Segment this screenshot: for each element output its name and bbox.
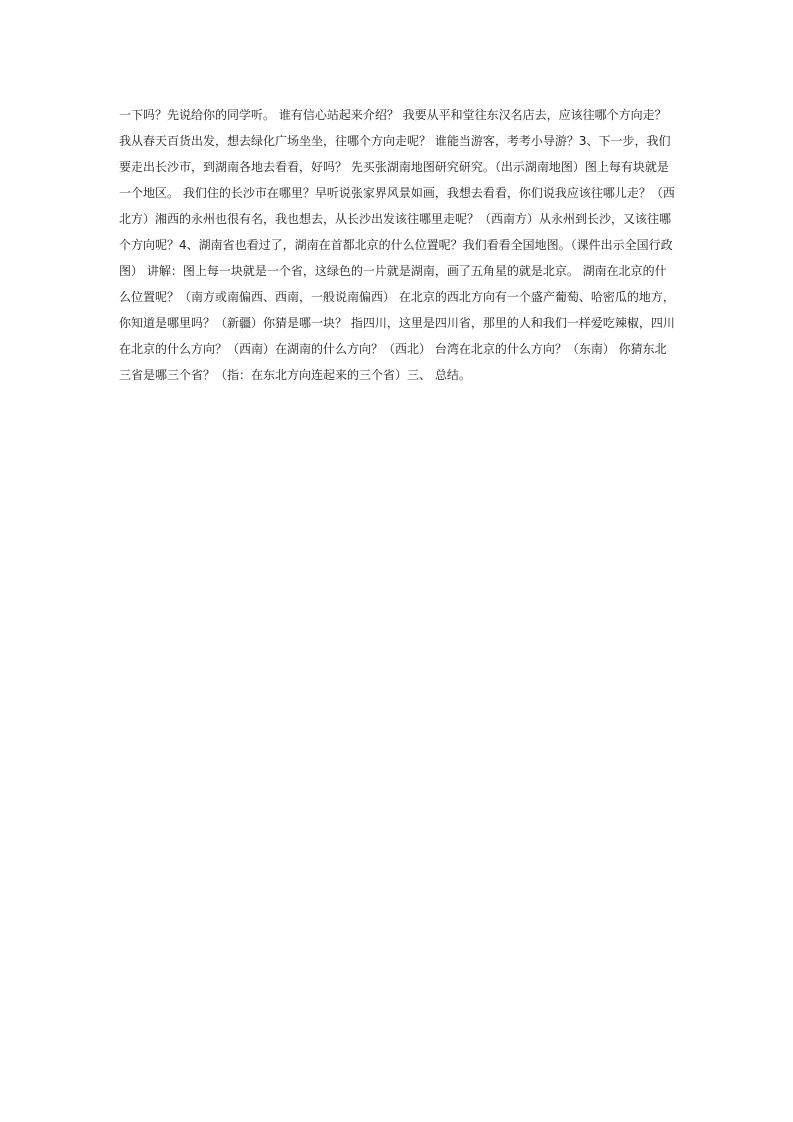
- document-body: [119, 102, 679, 388]
- text-line-11: 三省是哪三个省？（指：在东北方向连起来的三个省）三、 总结。: [119, 368, 471, 382]
- text-line-10: 在北京的什么方向？（西南）在湖南的什么方向？（西北） 台湾在北京的什么方向？（东南） 你猜东北: [119, 342, 667, 356]
- text-line-5: 北方）湘西的永州也很有名，我也想去，从长沙出发该往哪里走呢？（西南方）从永州到长沙，又该往哪: [119, 212, 672, 226]
- text-line-4: 一个地区。 我们住的长沙市在哪里？早听说张家界风景如画，我想去看看，你们说我应该往哪儿走？（西: [119, 186, 675, 200]
- text-line-7: 图） 讲解：图上每一块就是一个省，这绿色的一片就是湖南，画了五角星的就是北京。 湖南在北京的什: [119, 264, 667, 278]
- text-line-9: 你知道是哪里吗？（新疆）你猜是哪一块？ 指四川，这里是四川省，那里的人和我们一样爱吃辣椒，四川: [119, 316, 675, 330]
- text-line-1: 一下吗？先说给你的同学听。 谁有信心站起来介绍？ 我要从平和堂往东汉名店去，应该往哪个方向走？: [119, 108, 667, 122]
- text-line-8: 么位置呢？（南方或南偏西、西南，一般说南偏西） 在北京的西北方向有一个盛产葡萄、哈密瓜的地方，: [119, 290, 675, 304]
- text-line-6: 个方向呢？4、湖南省也看过了，湖南在首都北京的什么位置呢？我们看看全国地图。（课件出示全国行政: [119, 238, 673, 252]
- text-line-2: 我从春天百货出发，想去绿化广场坐坐，往哪个方向走呢？ 谁能当游客，考考小导游？3、下一步，我们: [119, 134, 671, 148]
- text-line-3: 要走出长沙市，到湖南各地去看看，好吗？ 先买张湖南地图研究研究。（出示湖南地图）图上每有块就是: [119, 160, 669, 174]
